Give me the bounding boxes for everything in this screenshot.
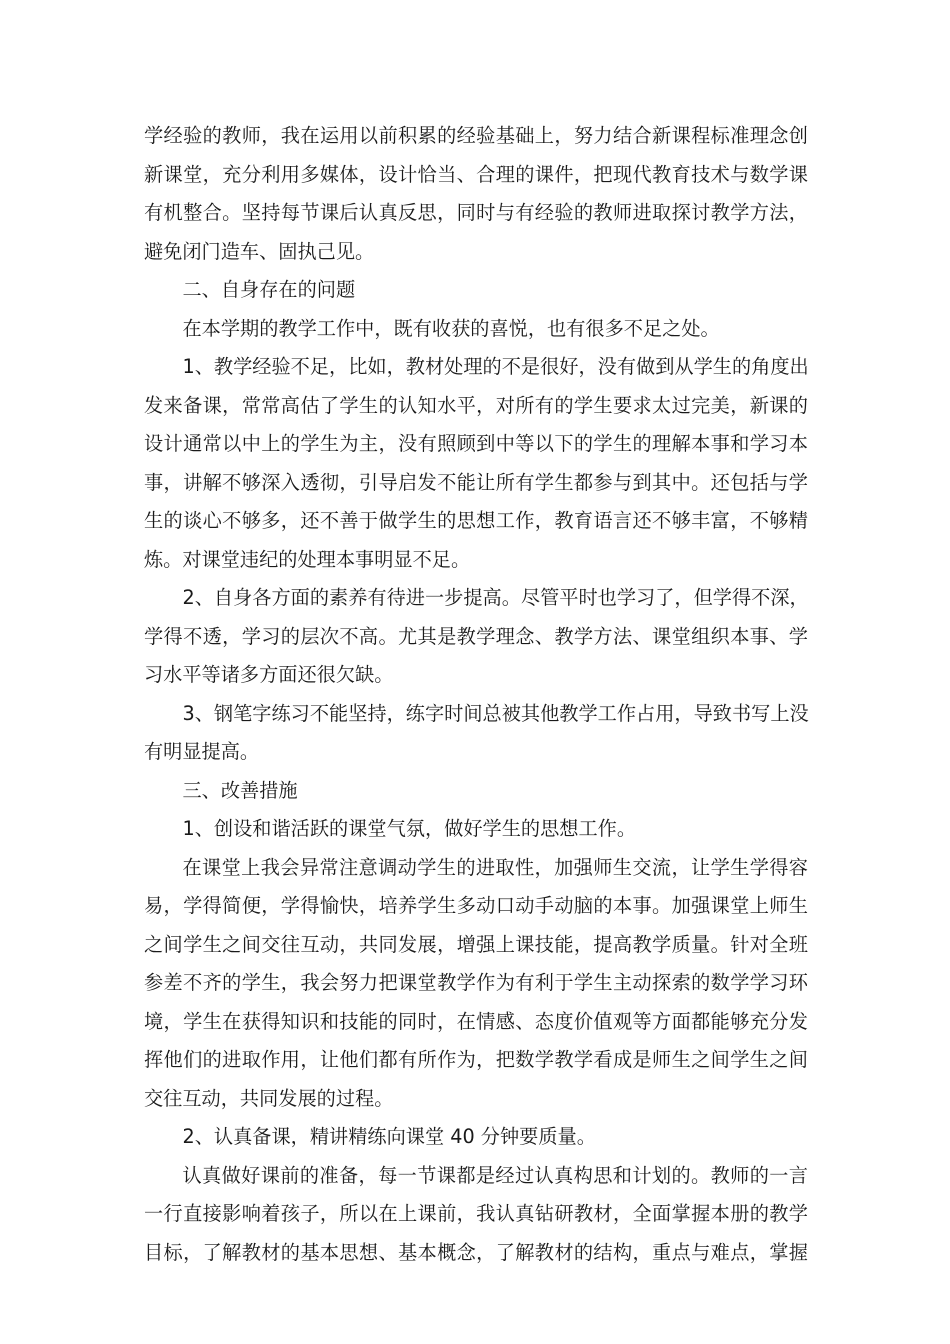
text-line: 习水平等诸多方面还很欠缺。 [144,663,394,686]
text-line: 境，学生在获得知识和技能的同时，在情感、态度价值观等方面都能够充分发 [144,1009,808,1033]
text-line: 2、自身各方面的素养有待进一步提高。尽管平时也学习了，但学得不深， [182,586,809,609]
text-line: 之间学生之间交往互动，共同发展，增强上课技能，提高教学质量。针对全班 [144,932,808,956]
text-line: 生的谈心不够多，还不善于做学生的思想工作，教育语言还不够丰富，不够精 [144,509,808,532]
text-line: 1、创设和谐活跃的课堂气氛，做好学生的思想工作。 [182,817,637,840]
text-line: 炼。对课堂违纪的处理本事明显不足。 [144,547,471,571]
text-line: 参差不齐的学生，我会努力把课堂教学作为有利于学生主动探索的数学学习环 [144,971,808,994]
text-line: 目标，了解教材的基本思想、基本概念，了解教材的结构，重点与难点，掌握 [144,1240,808,1264]
text-line: 避免闭门造车、固执己见。 [144,239,375,263]
text-line: 设计通常以中上的学生为主，没有照顾到中等以下的学生的理解本事和学习本 [144,432,808,455]
text-line: 在课堂上我会异常注意调动学生的进取性，加强师生交流，让学生学得容 [182,855,808,879]
text-line: 有机整合。坚持每节课后认真反思，同时与有经验的教师进取探讨教学方法， [144,201,808,224]
text-line: 易，学得简便，学得愉快，培养学生多动口动手动脑的本事。加强课堂上师生 [144,894,808,917]
text-line: 学经验的教师，我在运用以前积累的经验基础上，努力结合新课程标准理念创 [144,124,808,147]
text-line: 1、教学经验不足，比如，教材处理的不是很好，没有做到从学生的角度出 [182,355,809,378]
text-line: 三、改善措施 [182,778,298,802]
text-line: 3、钢笔字练习不能坚持，练字时间总被其他教学工作占用，导致书写上没 [182,701,809,725]
text-line: 发来备课，常常高估了学生的认知水平，对所有的学生要求太过完美，新课的 [144,393,808,417]
text-line: 有明显提高。 [144,740,260,763]
text-line: 2、认真备课，精讲精练向课堂 40 分钟要质量。 [182,1125,596,1148]
text-line: 认真做好课前的准备，每一节课都是经过认真构思和计划的。教师的一言 [182,1163,808,1187]
text-line: 学得不透，学习的层次不高。尤其是教学理念、教学方法、课堂组织本事、学 [144,624,808,648]
text-line: 一行直接影响着孩子，所以在上课前，我认真钻研教材，全面掌握本册的教学 [144,1202,808,1225]
text-line: 事，讲解不够深入透彻，引导启发不能让所有学生都参与到其中。还包括与学 [144,470,808,494]
text-line: 新课堂，充分利用多媒体，设计恰当、合理的课件，把现代教育技术与数学课 [144,162,808,186]
document-page [144,117,808,1272]
text-line: 在本学期的教学工作中，既有收获的喜悦，也有很多不足之处。 [182,316,720,340]
text-line: 二、自身存在的问题 [182,278,356,301]
text-line: 交往互动，共同发展的过程。 [144,1086,394,1110]
text-line: 挥他们的进取作用，让他们都有所作为，把数学教学看成是师生之间学生之间 [144,1048,808,1071]
